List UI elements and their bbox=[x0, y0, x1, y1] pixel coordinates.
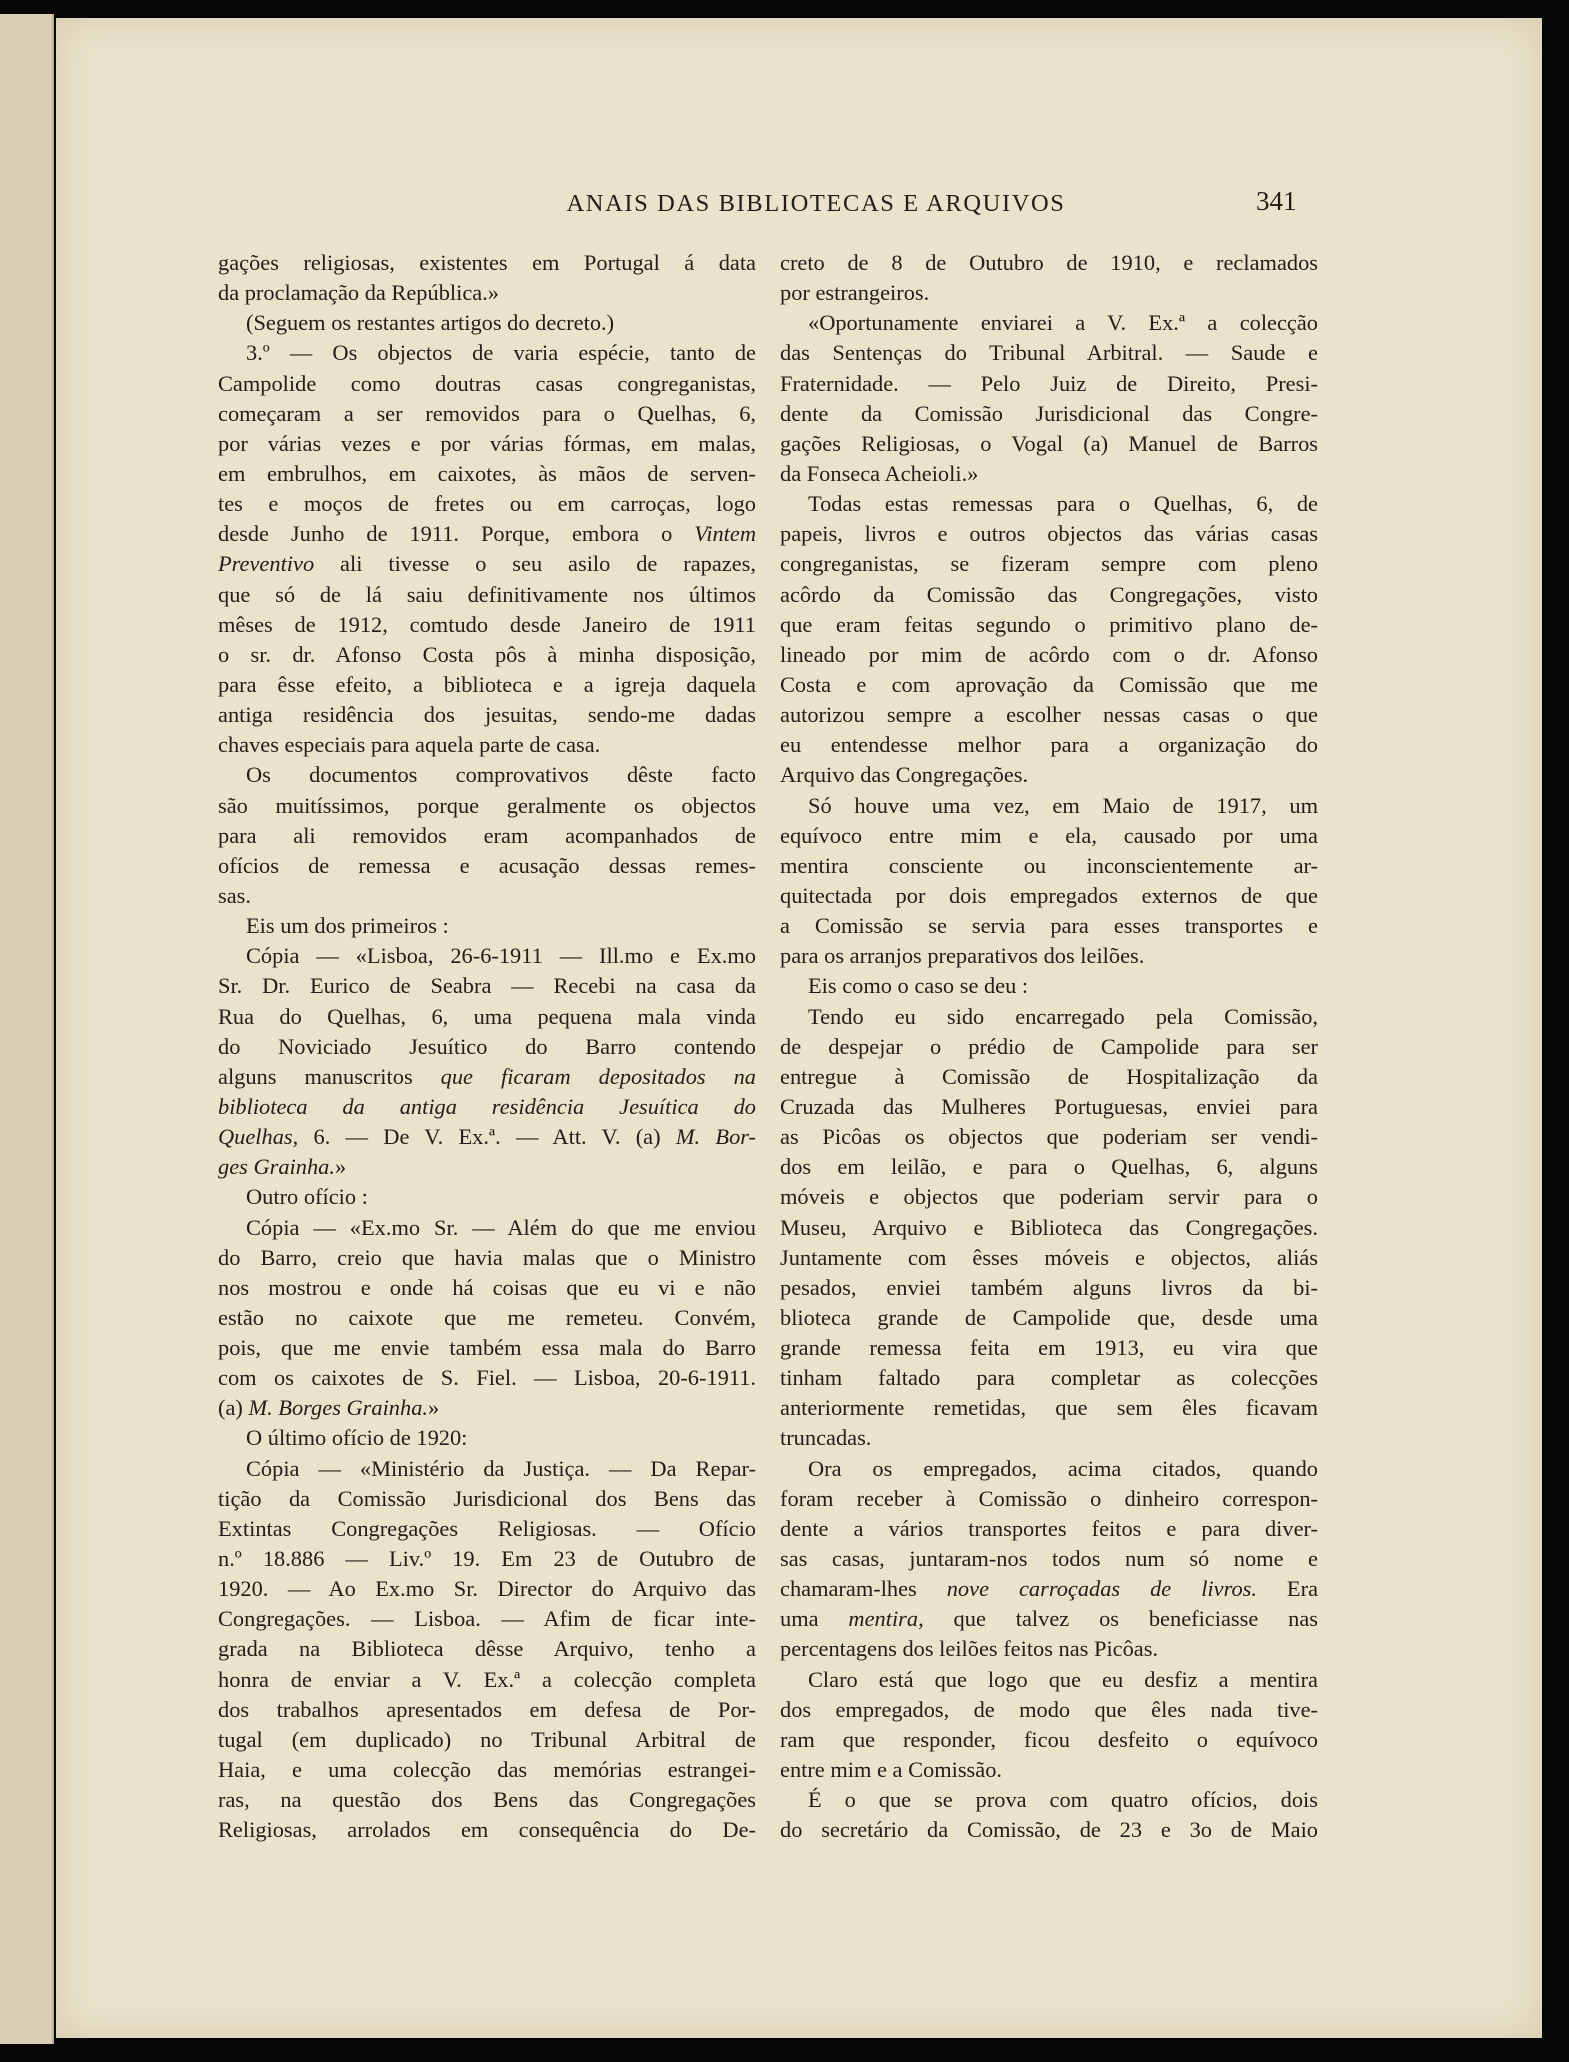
text-line bbox=[780, 1695, 1318, 1725]
line-text: entre mim e a Comissão. bbox=[780, 1757, 1002, 1783]
line-text: ram que responder, ficou desfeito o equívoco bbox=[780, 1726, 1318, 1752]
line-text: a Comissão se servia para esses transportes e bbox=[780, 913, 1318, 939]
line-text: ali tivesse o seu asilo de rapazes, bbox=[314, 551, 756, 577]
line-text: ofícios de remessa e acusação dessas remes- bbox=[218, 852, 756, 878]
text-line bbox=[218, 308, 756, 338]
line-text: para os arranjos preparativos dos leilões. bbox=[780, 943, 1145, 969]
line-text: Sr. Dr. Eurico de Seabra — Recebi na casa da bbox=[218, 973, 756, 999]
line-text: n.º 18.886 — Liv.º 19. Em 23 de Outubro de bbox=[218, 1546, 756, 1572]
text-line bbox=[780, 278, 1318, 308]
text-line bbox=[218, 1544, 756, 1574]
line-text: dos empregados, de modo que êles nada tive- bbox=[780, 1696, 1318, 1722]
line-text: «Oportunamente enviarei a V. Ex.ª a colecção bbox=[808, 310, 1318, 336]
line-text: Outro ofício : bbox=[246, 1184, 368, 1210]
line-text: grande remessa feita em 1913, eu vira que bbox=[780, 1335, 1318, 1361]
text-line bbox=[218, 459, 756, 489]
text-line bbox=[218, 1725, 756, 1755]
line-text: Os documentos comprovativos dêste facto bbox=[246, 762, 756, 788]
line-text: gações Religiosas, o Vogal (a) Manuel de Barros bbox=[780, 430, 1318, 456]
line-text: Costa e com aprovação da Comissão que me bbox=[780, 671, 1318, 697]
text-line bbox=[780, 1785, 1318, 1815]
text-line bbox=[218, 369, 756, 399]
text-line bbox=[218, 489, 756, 519]
line-text: as Picôas os objectos que poderiam ser vendi- bbox=[780, 1124, 1318, 1150]
facing-page-edge bbox=[0, 14, 54, 2044]
line-text: que talvez os beneficiasse nas bbox=[923, 1606, 1318, 1632]
line-text: Tendo eu sido encarregado pela Comissão, bbox=[808, 1003, 1318, 1029]
text-line bbox=[218, 1423, 756, 1453]
line-text: da Fonseca Acheioli.» bbox=[780, 460, 979, 486]
text-line bbox=[780, 791, 1318, 821]
text-line bbox=[218, 519, 756, 549]
text-line bbox=[780, 399, 1318, 429]
line-text: o sr. dr. Afonso Costa pôs à minha disposição, bbox=[218, 641, 756, 667]
line-text: em embrulhos, em caixotes, às mãos de serven- bbox=[218, 460, 756, 486]
text-line bbox=[780, 1243, 1318, 1273]
text-line bbox=[218, 1303, 756, 1333]
line-text: 1920. — Ao Ex.mo Sr. Director do Arquivo das bbox=[218, 1576, 756, 1602]
line-text: Arquivo das Congregações. bbox=[780, 762, 1029, 788]
line-text: sas. bbox=[218, 882, 251, 908]
text-line bbox=[780, 640, 1318, 670]
line-text: para êsse efeito, a biblioteca e a igreja daquela bbox=[218, 671, 756, 697]
line-text: pesados, enviei também alguns livros da bi- bbox=[780, 1274, 1318, 1300]
text-line bbox=[218, 1122, 756, 1152]
text-line bbox=[780, 1303, 1318, 1333]
italic-text: Preventivo bbox=[218, 551, 315, 577]
line-text: equívoco entre mim e ela, causado por uma bbox=[780, 822, 1318, 848]
text-line bbox=[780, 1423, 1318, 1453]
italic-text: M. Bor- bbox=[675, 1124, 756, 1150]
text-line bbox=[780, 1484, 1318, 1514]
text-line bbox=[218, 941, 756, 971]
text-line bbox=[780, 1514, 1318, 1544]
text-line bbox=[218, 1182, 756, 1212]
text-line bbox=[780, 1815, 1318, 1845]
line-text: Haia, e uma colecção das memórias estrangei- bbox=[218, 1757, 756, 1783]
line-text: acôrdo da Comissão das Congregações, visto bbox=[780, 581, 1318, 607]
line-text: uma bbox=[780, 1606, 849, 1632]
text-line bbox=[780, 580, 1318, 610]
italic-text: que ficaram depositados na bbox=[440, 1063, 756, 1089]
italic-text: biblioteca da antiga residência Jesuítica do bbox=[218, 1093, 756, 1119]
line-text: alguns manuscritos bbox=[218, 1063, 441, 1089]
text-line bbox=[780, 941, 1318, 971]
line-text: grada na Biblioteca dêsse Arquivo, tenho a bbox=[218, 1636, 756, 1662]
line-text: sas casas, juntaram-nos todos num só nome e bbox=[780, 1546, 1318, 1572]
line-text: creto de 8 de Outubro de 1910, e reclamados bbox=[780, 250, 1318, 275]
text-line bbox=[780, 1182, 1318, 1212]
line-text: 3.º — Os objectos de varia espécie, tanto de bbox=[246, 340, 756, 366]
text-line bbox=[218, 1333, 756, 1363]
text-line bbox=[780, 670, 1318, 700]
line-text: de despejar o prédio de Campolide para ser bbox=[780, 1033, 1318, 1059]
text-line bbox=[218, 1092, 756, 1122]
text-line bbox=[780, 1363, 1318, 1393]
line-text: Rua do Quelhas, 6, uma pequena mala vinda bbox=[218, 1003, 756, 1029]
line-text: blioteca grande de Campolide que, desde uma bbox=[780, 1304, 1318, 1330]
text-line bbox=[218, 881, 756, 911]
text-line bbox=[218, 1152, 756, 1182]
text-line bbox=[218, 1032, 756, 1062]
text-line bbox=[780, 429, 1318, 459]
line-text: estão no caixote que me remeteu. Convém, bbox=[218, 1304, 756, 1330]
text-line bbox=[218, 1514, 756, 1544]
line-text: tes e moços de fretes ou em carroças, logo bbox=[218, 491, 756, 517]
line-text: O último ofício de 1920: bbox=[246, 1425, 468, 1451]
line-text: quitectada por dois empregados externos de que bbox=[780, 882, 1318, 908]
text-line bbox=[218, 791, 756, 821]
line-text: dos trabalhos apresentados em defesa de Por- bbox=[218, 1696, 756, 1722]
line-text: Eis como o caso se deu : bbox=[808, 973, 1029, 999]
text-line bbox=[780, 1634, 1318, 1664]
line-text: chaves especiais para aquela parte de casa. bbox=[218, 732, 601, 758]
text-line bbox=[780, 1665, 1318, 1695]
text-line bbox=[780, 1574, 1318, 1604]
line-text: Cópia — «Ministério da Justiça. — Da Repar- bbox=[246, 1455, 756, 1481]
text-line bbox=[218, 971, 756, 1001]
line-text: chamaram-lhes bbox=[780, 1576, 947, 1602]
text-line bbox=[218, 1484, 756, 1514]
line-text: ras, na questão dos Bens das Congregações bbox=[218, 1787, 756, 1813]
line-text: por várias vezes e por várias fórmas, em malas, bbox=[218, 430, 756, 456]
italic-text: M. Borges Grainha. bbox=[248, 1395, 428, 1421]
line-text: para ali removidos eram acompanhados de bbox=[218, 822, 756, 848]
italic-text: nove carroçadas de livros. bbox=[946, 1576, 1257, 1602]
text-line bbox=[780, 1604, 1318, 1634]
text-line bbox=[218, 1363, 756, 1393]
line-text: percentagens dos leilões feitos nas Picôas. bbox=[780, 1636, 1159, 1662]
line-text: Campolide como doutras casas congreganistas, bbox=[218, 370, 756, 396]
line-text: dente a vários transportes feitos e para diver- bbox=[780, 1515, 1318, 1541]
line-text: Cruzada das Mulheres Portuguesas, enviei para bbox=[780, 1093, 1318, 1119]
line-text: Era bbox=[1256, 1576, 1319, 1602]
line-text: por estrangeiros. bbox=[780, 280, 930, 306]
text-line bbox=[218, 338, 756, 368]
text-line bbox=[780, 1454, 1318, 1484]
text-line bbox=[218, 821, 756, 851]
line-text: Cópia — «Ex.mo Sr. — Além do que me enviou bbox=[246, 1214, 756, 1240]
text-line bbox=[218, 429, 756, 459]
line-text: que eram feitas segundo o primitivo plano de- bbox=[780, 611, 1318, 637]
text-line bbox=[218, 730, 756, 760]
line-text: dente da Comissão Jurisdicional das Congre- bbox=[780, 400, 1318, 426]
line-text: truncadas. bbox=[780, 1425, 872, 1451]
text-line bbox=[780, 248, 1318, 278]
text-line bbox=[218, 700, 756, 730]
text-line bbox=[780, 730, 1318, 760]
line-text: que só de lá saiu definitivamente nos últimos bbox=[218, 581, 756, 607]
text-line bbox=[780, 851, 1318, 881]
text-line bbox=[218, 851, 756, 881]
line-text: começaram a ser removidos para o Quelhas, 6, bbox=[218, 400, 756, 426]
text-line bbox=[218, 1062, 756, 1092]
line-text: » bbox=[334, 1154, 347, 1180]
text-line bbox=[780, 1755, 1318, 1785]
text-line bbox=[780, 549, 1318, 579]
line-text: desde Junho de 1911. Porque, embora o bbox=[218, 521, 695, 547]
text-line bbox=[218, 670, 756, 700]
line-text: Só houve uma vez, em Maio de 1917, um bbox=[808, 792, 1318, 818]
text-line bbox=[218, 1815, 756, 1845]
text-line bbox=[218, 1243, 756, 1273]
text-line bbox=[780, 308, 1318, 338]
line-text: Eis um dos primeiros : bbox=[246, 913, 449, 939]
text-line bbox=[218, 1393, 756, 1423]
line-text: congreganistas, se fizeram sempre com pleno bbox=[780, 551, 1318, 577]
italic-text: Vintem bbox=[694, 521, 756, 547]
line-text: Congregações. — Lisboa. — Afim de ficar inte- bbox=[218, 1606, 756, 1632]
text-line bbox=[780, 821, 1318, 851]
line-text: Extintas Congregações Religiosas. — Ofício bbox=[218, 1515, 756, 1541]
left-column bbox=[218, 248, 756, 1845]
text-line bbox=[218, 1785, 756, 1815]
line-text: anteriormente remetidas, que sem êles ficavam bbox=[780, 1395, 1318, 1421]
text-line bbox=[780, 760, 1318, 790]
text-line bbox=[218, 1755, 756, 1785]
text-line bbox=[218, 399, 756, 429]
line-text: são muitíssimos, porque geralmente os objectos bbox=[218, 792, 756, 818]
line-text: Claro está que logo que eu desfiz a mentira bbox=[808, 1666, 1318, 1692]
text-line bbox=[218, 1634, 756, 1664]
text-line bbox=[780, 1725, 1318, 1755]
text-line bbox=[218, 1695, 756, 1725]
line-text: Juntamente com êsses móveis e objectos, aliás bbox=[780, 1244, 1318, 1270]
text-line bbox=[218, 549, 756, 579]
text-line bbox=[218, 610, 756, 640]
line-text: honra de enviar a V. Ex.ª a colecção completa bbox=[218, 1666, 756, 1692]
line-text: É o que se prova com quatro ofícios, dois bbox=[808, 1787, 1318, 1813]
text-line bbox=[780, 1273, 1318, 1303]
text-line bbox=[780, 911, 1318, 941]
line-text: do secretário da Comissão, de 23 e 3o de Maio bbox=[780, 1817, 1318, 1843]
text-line bbox=[780, 1213, 1318, 1243]
line-text: tição da Comissão Jurisdicional dos Bens das bbox=[218, 1485, 756, 1511]
line-text: móveis e objectos que poderiam servir para o bbox=[780, 1184, 1318, 1210]
line-text: Religiosas, arrolados em consequência do De- bbox=[218, 1817, 756, 1843]
line-text: pois, que me envie também essa mala do Barro bbox=[218, 1335, 756, 1361]
text-line bbox=[218, 278, 756, 308]
line-text: mêses de 1912, comtudo desde Janeiro de 1911 bbox=[218, 611, 756, 637]
text-line bbox=[780, 369, 1318, 399]
line-text: do Barro, creio que havia malas que o Ministro bbox=[218, 1244, 756, 1270]
line-text: (Seguem os restantes artigos do decreto.) bbox=[246, 310, 615, 336]
text-line bbox=[218, 1574, 756, 1604]
text-line bbox=[780, 489, 1318, 519]
text-line bbox=[218, 1665, 756, 1695]
text-line bbox=[218, 760, 756, 790]
italic-text: mentira, bbox=[848, 1606, 924, 1632]
text-line bbox=[780, 1333, 1318, 1363]
line-text: entregue à Comissão de Hospitalização da bbox=[780, 1063, 1318, 1089]
line-text: com os caixotes de S. Fiel. — Lisboa, 20-6-1911. bbox=[218, 1365, 756, 1391]
right-column bbox=[780, 248, 1318, 1845]
line-text: Museu, Arquivo e Biblioteca das Congregações. bbox=[780, 1214, 1318, 1240]
text-line bbox=[780, 1002, 1318, 1032]
text-line bbox=[218, 248, 756, 278]
line-text: gações religiosas, existentes em Portugal á data bbox=[218, 250, 756, 275]
line-text: foram receber à Comissão o dinheiro correspon- bbox=[780, 1485, 1318, 1511]
text-line bbox=[218, 640, 756, 670]
text-line bbox=[780, 459, 1318, 489]
line-text: eu entendesse melhor para a organização do bbox=[780, 732, 1318, 758]
line-text: Fraternidade. — Pelo Juiz de Direito, Presi- bbox=[780, 370, 1318, 396]
line-text: (a) bbox=[218, 1395, 249, 1421]
text-line bbox=[780, 971, 1318, 1001]
line-text: » bbox=[427, 1395, 440, 1421]
line-text: Todas estas remessas para o Quelhas, 6, de bbox=[808, 491, 1318, 517]
line-text: Cópia — «Lisboa, 26-6-1911 — Ill.mo e Ex.mo bbox=[246, 943, 756, 969]
italic-text: ges Grainha. bbox=[218, 1154, 335, 1180]
text-line bbox=[780, 1544, 1318, 1574]
line-text: antiga residência dos jesuitas, sendo-me dadas bbox=[218, 702, 756, 728]
line-text: Ora os empregados, acima citados, quando bbox=[808, 1455, 1318, 1481]
line-text: mentira consciente ou inconscientemente ar- bbox=[780, 852, 1318, 878]
text-line bbox=[218, 1273, 756, 1303]
book-page bbox=[56, 18, 1542, 2038]
page-number: 341 bbox=[1256, 186, 1297, 216]
italic-text: Quelhas, bbox=[218, 1124, 299, 1150]
text-line bbox=[218, 580, 756, 610]
text-line bbox=[218, 1213, 756, 1243]
text-line bbox=[780, 519, 1318, 549]
text-line bbox=[780, 1122, 1318, 1152]
line-text: do Noviciado Jesuítico do Barro contendo bbox=[218, 1033, 756, 1059]
page-header bbox=[56, 186, 1542, 226]
text-line bbox=[780, 1092, 1318, 1122]
text-line bbox=[780, 1032, 1318, 1062]
text-line bbox=[780, 1062, 1318, 1092]
line-text: nos mostrou e onde há coisas que eu vi e não bbox=[218, 1274, 756, 1300]
text-line bbox=[780, 610, 1318, 640]
text-line bbox=[218, 911, 756, 941]
line-text: tugal (em duplicado) no Tribunal Arbitral de bbox=[218, 1726, 756, 1752]
line-text: dos em leilão, e para o Quelhas, 6, alguns bbox=[780, 1154, 1318, 1180]
running-title: ANAIS DAS BIBLIOTECAS E ARQUIVOS bbox=[566, 190, 1066, 217]
line-text: papeis, livros e outros objectos das várias casas bbox=[780, 521, 1318, 547]
line-text: 6. — De V. Ex.ª. — Att. V. (a) bbox=[298, 1124, 676, 1150]
line-text: lineado por mim de acôrdo com o dr. Afonso bbox=[780, 641, 1318, 667]
line-text: da proclamação da República.» bbox=[218, 280, 499, 306]
text-line bbox=[780, 881, 1318, 911]
text-line bbox=[780, 338, 1318, 368]
text-line bbox=[218, 1454, 756, 1484]
line-text: autorizou sempre a escolher nessas casas o que bbox=[780, 702, 1318, 728]
line-text: das Sentenças do Tribunal Arbitral. — Saude e bbox=[780, 340, 1318, 366]
line-text: tinham faltado para completar as colecções bbox=[780, 1365, 1318, 1391]
text-line bbox=[218, 1604, 756, 1634]
text-line bbox=[780, 700, 1318, 730]
text-line bbox=[780, 1393, 1318, 1423]
text-line bbox=[780, 1152, 1318, 1182]
text-line bbox=[218, 1002, 756, 1032]
